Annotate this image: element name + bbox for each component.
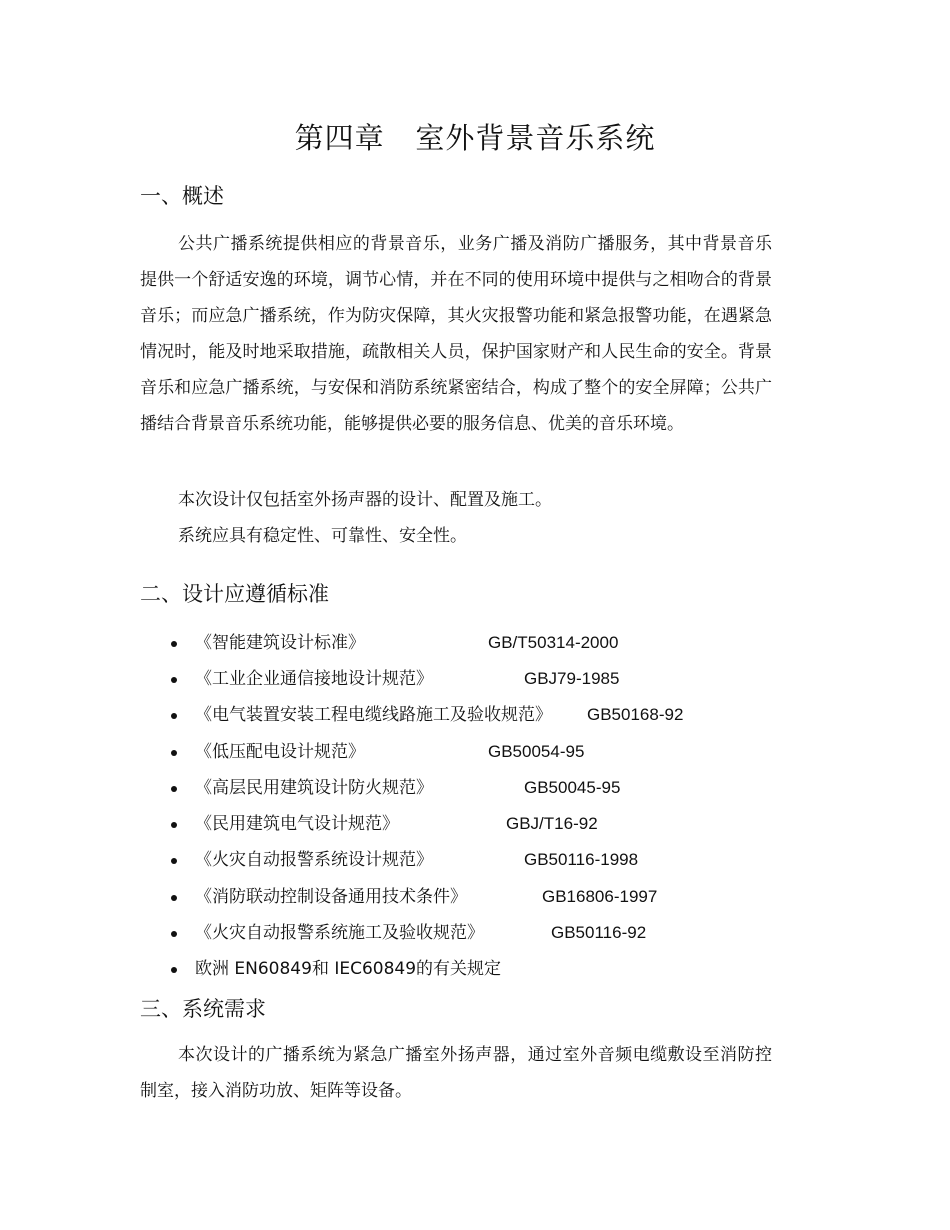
bullet-icon	[171, 822, 177, 828]
section-heading-requirements: 三、系统需求	[140, 997, 266, 1021]
list-item	[0, 845, 800, 875]
list-item	[0, 628, 800, 658]
list-item	[0, 882, 800, 912]
bullet-icon	[171, 713, 177, 719]
bullet-icon	[171, 931, 177, 937]
list-item	[0, 737, 800, 767]
bullet-icon	[171, 967, 177, 973]
list-item	[0, 700, 800, 730]
bullet-icon	[171, 786, 177, 792]
chapter-title: 第四章 室外背景音乐系统	[294, 121, 656, 155]
standard-code: GB50116-1998	[524, 850, 639, 869]
list-item	[0, 954, 800, 984]
bullet-icon	[171, 641, 177, 647]
standard-code: GB50045-95	[524, 778, 621, 797]
standard-name: 《火灾自动报警系统设计规范》	[195, 850, 433, 870]
list-item	[0, 773, 800, 803]
standard-name: 《民用建筑电气设计规范》	[195, 814, 399, 834]
bullet-icon	[171, 895, 177, 901]
list-item	[0, 809, 800, 839]
bullet-icon	[171, 677, 177, 683]
requirements-note-paragraph: 系统应具有稳定性、可靠性、安全性。	[178, 526, 467, 546]
standard-code: GBJ/T16-92	[506, 814, 598, 833]
standard-name: 欧洲 EN60849和 IEC60849的有关规定	[195, 959, 502, 979]
scope-paragraph: 本次设计仅包括室外扬声器的设计、配置及施工。	[178, 490, 552, 510]
standard-name: 《工业企业通信接地设计规范》	[195, 669, 433, 689]
standard-name: 《电气装置安装工程电缆线路施工及验收规范》	[195, 705, 552, 725]
standard-name: 《高层民用建筑设计防火规范》	[195, 778, 433, 798]
bullet-icon	[171, 750, 177, 756]
bullet-icon	[171, 858, 177, 864]
standard-code: GBJ79-1985	[524, 669, 620, 688]
requirements-paragraph: 本次设计的广播系统为紧急广播室外扬声器，通过室外音频电缆敷设至消防控制室，接入消防功放、矩阵等设备。	[140, 1045, 772, 1101]
standard-code: GB50054-95	[488, 742, 585, 761]
section-heading-standards: 二、设计应遵循标准	[140, 582, 329, 606]
standard-code: GB50116-92	[551, 923, 647, 942]
section-heading-overview: 一、概述	[140, 184, 224, 208]
standard-name: 《低压配电设计规范》	[195, 742, 365, 762]
standard-code: GB50168-92	[587, 705, 684, 724]
standard-name: 《火灾自动报警系统施工及验收规范》	[195, 923, 484, 943]
list-item	[0, 664, 800, 694]
standard-name: 《智能建筑设计标准》	[195, 633, 365, 653]
standard-name: 《消防联动控制设备通用技术条件》	[195, 887, 467, 907]
list-item	[0, 918, 800, 948]
overview-paragraph: 公共广播系统提供相应的背景音乐，业务广播及消防广播服务，其中背景音乐提供一个舒适安逸的环境，调节心情，并在不同的使用环境中提供与之相吻合的背景音乐；而应急广播系统，作为防灾保障，其火灾报警功能和紧急报警功能，在遇紧急情况时，能及时地采取措施，疏散相关人员，保护国家财产和人民生命的安全。背景音乐和应急广播系统，与安保和消防系统紧密结合，构成了整个的安全屏障；公共广播结合背景音乐系统功能，能够提供必要的服务信息、优美的音乐环境。	[140, 234, 772, 434]
standard-code: GB/T50314-2000	[488, 633, 619, 652]
standard-code: GB16806-1997	[542, 887, 658, 906]
